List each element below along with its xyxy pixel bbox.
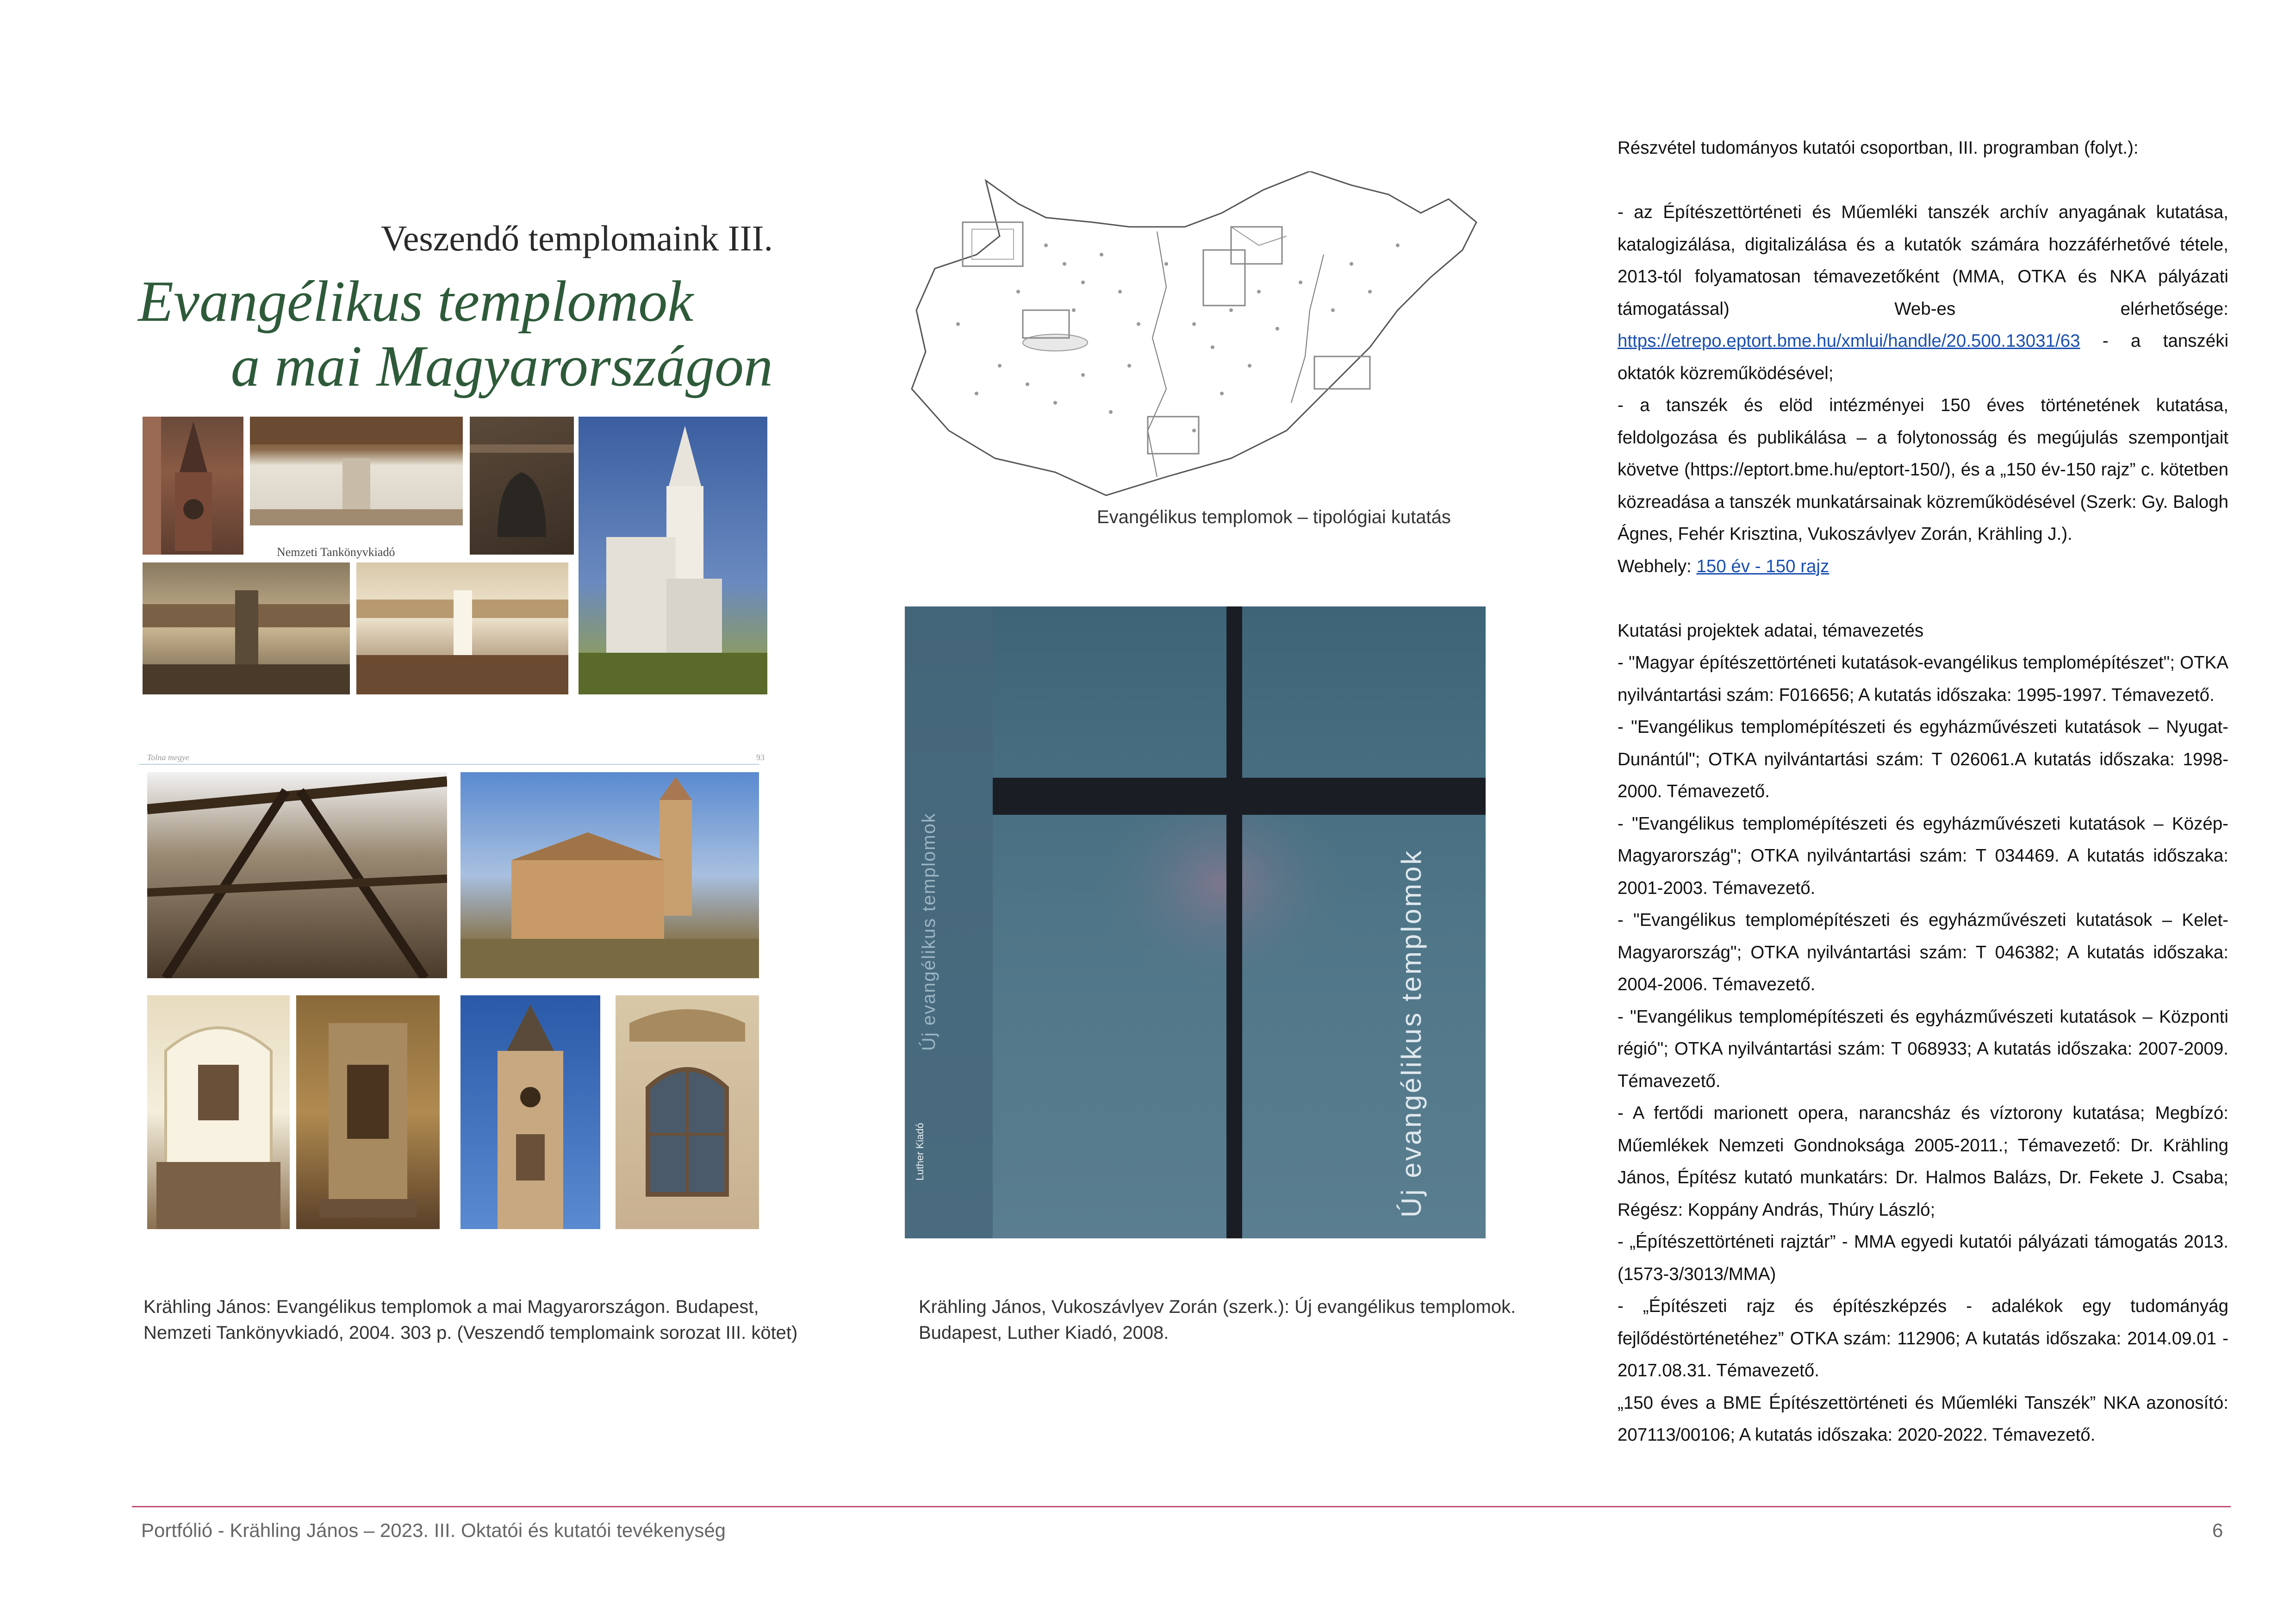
webhely-link[interactable]: 150 év - 150 rajz — [1696, 556, 1829, 576]
caption-book3-line1: Krähling János, Vukoszávlyev Zorán (szerk.): Új evangélikus templomok. — [919, 1297, 1516, 1317]
caption-book1-line1: Krähling János: Evangélikus templomok a mai Magyarországon. Budapest, — [143, 1297, 759, 1317]
research-paragraph-archive — [1618, 196, 2228, 389]
photo-brick-tower — [143, 417, 243, 555]
footer-text: Portfólió - Krähling János – 2023. III. Oktatói és kutatói tevékenység — [141, 1519, 726, 1541]
archive-text: - az Építészettörténeti és Műemléki tanszék archív anyagának kutatása, katalogizálása, digitalizálása és a kutatók számára hozzáférhetővé tétele, 2013-tól folyamatosan témavezetőként (MMA, OTKA és NKA pályázati támogatással) Web-es elérhetősége: — [1618, 202, 2228, 319]
spread-header-right: 93 — [756, 753, 765, 762]
project-item: - "Magyar építészettörténeti kutatások-evangélikus templomépítészet"; OTKA nyilvántartási szám: F016656; A kutatás időszaka: 1995-1997. Témavezető. — [1618, 653, 2228, 705]
caption-map: Evangélikus templomok – tipológiai kutatás — [1097, 507, 1451, 527]
archive-repository-link[interactable]: https://etrepo.eptort.bme.hu/xmlui/handle/20.500.13031/63 — [1618, 331, 2080, 351]
project-item: - A fertődi marionett opera, narancsház és víztorony kutatása; Megbízó: Műemlékek Nemzeti Gondnoksága 2005-2011.; Témavezető: Dr. Krähling János, Építész kutató munkatárs: Dr. Halmos Balázs, Dr. Fekete J. Csaba; Régész: Koppány András, Thúry László; — [1618, 1103, 2228, 1220]
caption-book1-line2: Nemzeti Tankönyvkiadó, 2004. 303 p. (Veszendő templomaink sorozat III. kötet) — [143, 1323, 798, 1343]
research-paragraph-history: - a tanszék és elöd intézményei 150 éves történetének kutatása, feldolgozása és publikálása – a folytonosság és megújulás szempontjait követve (https://eptort.bme.hu/eptort-150/), és a „150 év-150 rajz” c. kötetben közreadása a tanszék munkatársainak közreműködésével (Szerk: Gy. Balogh Ágnes, Fehér Krisztina, Vukoszávlyev Zorán, Krähling J.). — [1618, 395, 2228, 544]
photo-white-church-tower — [579, 417, 767, 694]
page-number: 6 — [2212, 1519, 2223, 1541]
hungary-church-map — [907, 171, 1504, 509]
photo-bell — [470, 417, 574, 555]
project-item: - "Evangélikus templomépítészeti és egyházművészeti kutatások – Közép-Magyarország"; OTKA nyilvántartási szám: T 034469. A kutatás időszaka: 2001-2003. Témavezető. — [1618, 813, 2228, 898]
project-item: - „Építészeti rajz és építészképzés - adalékok egy tudományág fejlődéstörténetéhez” OTKA szám: 112906; A kutatás időszaka: 2014.09.01 - 2017.08.31. Témavezető. — [1618, 1296, 2228, 1380]
research-text-column — [1618, 132, 2228, 1451]
spread-header-left: Tolna megye — [147, 753, 189, 762]
caption-book1 — [143, 1294, 797, 1346]
book-title-line2: a mai Magyarországon — [230, 334, 773, 399]
book3-spine-title: Új evangélikus templomok — [919, 812, 939, 1051]
photo-altar — [296, 995, 440, 1229]
photo-bell-tower — [460, 995, 600, 1229]
webhely-line — [1618, 550, 2228, 583]
project-item: - "Evangélikus templomépítészeti és egyházművészeti kutatások – Nyugat-Dunántúl"; OTKA nyilvántartási szám: T 026061.A kutatás időszaka: 1998-2000. Témavezető. — [1618, 717, 2228, 801]
book3-cover-title: Új evangélikus templomok — [1396, 849, 1427, 1218]
photo-interior-organ — [147, 995, 290, 1229]
book3-spine-publisher: Luther Kiadó — [914, 1123, 926, 1181]
webhely-label: Webhely: — [1618, 556, 1692, 576]
projects-heading: Kutatási projektek adatai, témavezetés — [1618, 620, 1924, 641]
book-publisher: Nemzeti Tankönyvkiadó — [277, 545, 395, 559]
book-series-title: Veszendő templomaink III. — [381, 218, 773, 258]
project-item: - "Evangélikus templomépítészeti és egyházművészeti kutatások – Központi régió"; OTKA nyilvántartási szám: T 068933; A kutatás időszaka: 2007-2009. Témavezető. — [1618, 1006, 2228, 1091]
footer-divider — [132, 1506, 2231, 1507]
spread-header-rule — [139, 764, 759, 765]
archive-text-after-link: - a tanszéki oktatók közreműködésével; — [1618, 331, 2228, 383]
caption-book3-line2: Budapest, Luther Kiadó, 2008. — [919, 1323, 1169, 1343]
photo-interior-nave — [356, 562, 568, 694]
book-title-line1: Evangélikus templomok — [138, 269, 694, 334]
caption-book3 — [919, 1294, 1516, 1346]
photo-ruined-church-exterior — [460, 772, 759, 978]
book-cover-uj-evangelikus-templomok — [905, 606, 1486, 1238]
project-item: „150 éves a BME Építészettörténeti és Műemléki Tanszék” NKA azonosító: 207113/00106; A kutatás időszaka: 2020-2022. Témavezető. — [1618, 1393, 2228, 1445]
photo-interior-galleries — [143, 562, 350, 694]
project-item: - "Evangélikus templomépítészeti és egyházművészeti kutatások – Kelet-Magyarország"; OTKA nyilvántartási szám: T 046382; A kutatás időszaka: 2004-2006. Témavezető. — [1618, 910, 2228, 994]
book-spread-photos — [139, 750, 768, 1245]
photo-collapsed-roof — [147, 772, 447, 978]
research-heading: Részvétel tudományos kutatói csoportban, III. programban (folyt.): — [1618, 138, 2139, 158]
photo-baroque-window — [616, 995, 759, 1229]
book-cover-evangelikus-templomok — [134, 199, 773, 699]
project-item: - „Építészettörténeti rajztár” - MMA egyedi kutatói pályázati támogatás 2013. (1573-3/3013/MMA) — [1618, 1232, 2228, 1284]
photo-church-interior-white — [250, 417, 463, 525]
